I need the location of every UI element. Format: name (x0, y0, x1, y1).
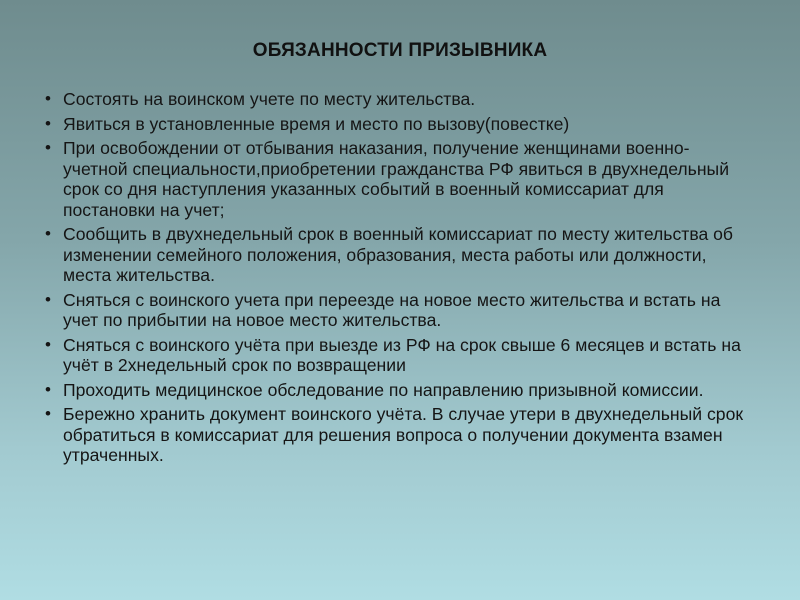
list-item (43, 89, 753, 110)
bullet-icon: • (45, 89, 51, 108)
bullet-icon: • (45, 113, 51, 133)
bullet-icon: • (45, 334, 51, 354)
list-item-text: Бережно хранить документ воинского учёта. В случае утери в двухнедельный срок обратиться в комиссариат для решения вопроса о получении документа взамен утраченных. (63, 404, 744, 465)
list-item (43, 380, 753, 401)
list-item (43, 114, 753, 135)
bullet-icon: • (45, 379, 51, 399)
slide-title: ОБЯЗАННОСТИ ПРИЗЫВНИКА (252, 40, 548, 61)
list-item (43, 404, 753, 466)
bullet-icon: • (45, 138, 51, 157)
list-item (43, 224, 753, 286)
list-item-text: Сообщить в двухнедельный срок в военный комиссариат по месту жительства об изменении семейного положения, образования, места работы или должности, места жительства. (63, 224, 733, 285)
list-item-text: При освобождении от отбывания наказания, получение женщинами военно-учетной специальности,приобретении гражданства РФ явиться в двухнедельный срок со дня наступления указанных событий в военный комиссариат для постановки на учет; (63, 138, 730, 220)
bullet-icon: • (45, 404, 51, 423)
bullet-list (43, 89, 753, 470)
list-item-text: Сняться с воинского учета при переезде на новое место жительства и встать на учет по прибытии на новое место жительства. (63, 289, 721, 330)
list-item-text: Состоять на воинском учете по месту жительства. (63, 89, 476, 109)
list-item (43, 138, 753, 220)
list-item (43, 335, 753, 376)
list-item-text: Проходить медицинское обследование по направлению призывной комиссии. (63, 379, 704, 400)
list-item-text: Явиться в установленные время и место по вызову(повестке) (63, 113, 570, 134)
bullet-icon: • (45, 289, 51, 309)
bullet-icon: • (45, 224, 51, 243)
list-item (43, 290, 753, 331)
list-item-text: Сняться с воинского учёта при выезде из РФ на срок свыше 6 месяцев и встать на учёт в 2хнедельный срок по возвращении (63, 334, 741, 375)
